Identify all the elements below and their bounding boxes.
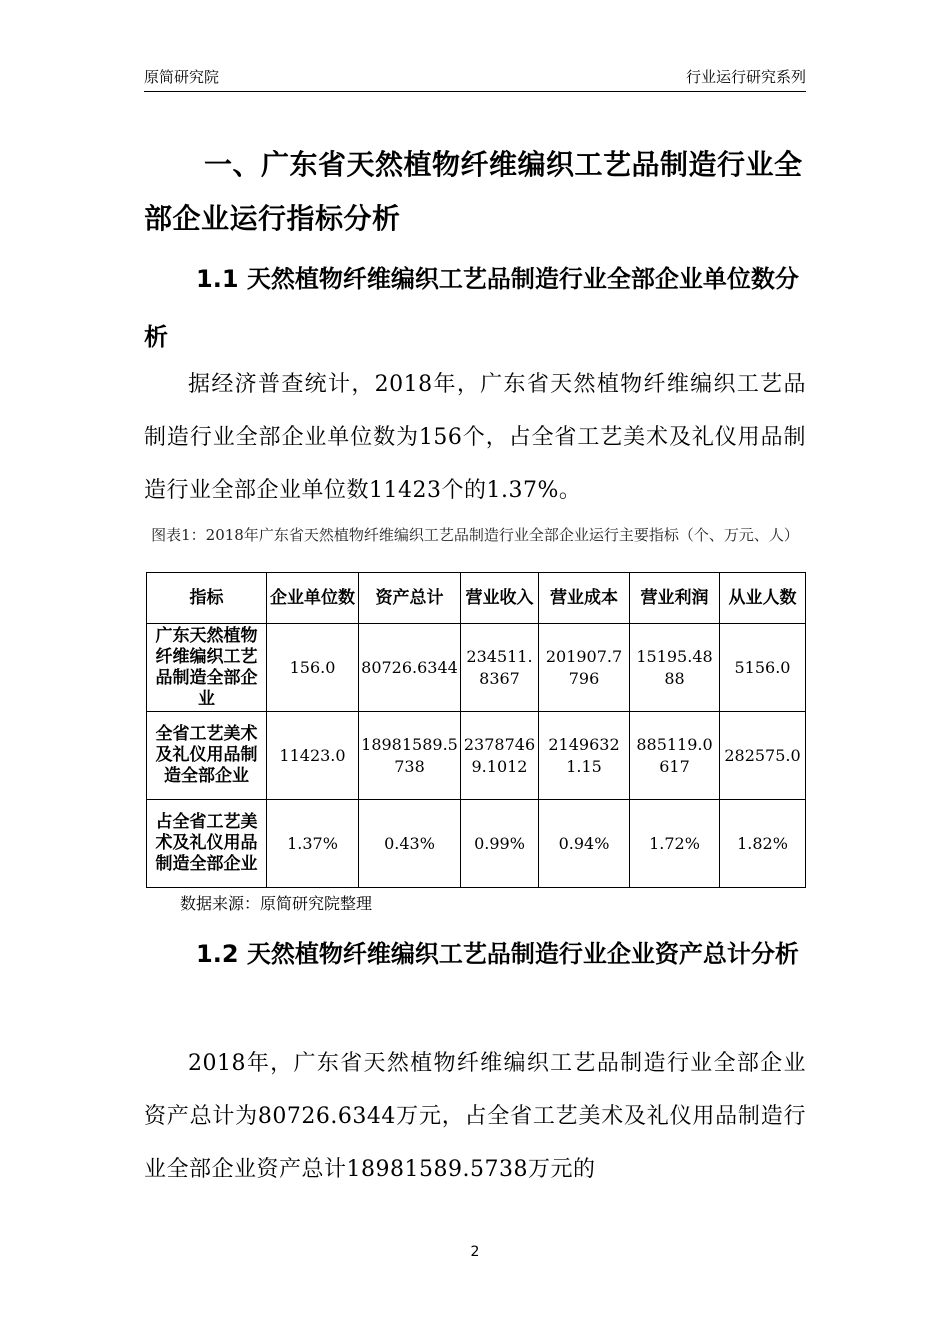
header-org-name: 原简研究院 [144, 68, 220, 86]
table-cell: 23787469.1012 [461, 712, 539, 800]
table-cell: 21496321.15 [539, 712, 630, 800]
table-cell: 0.94% [539, 800, 630, 888]
table-caption: 图表1：2018年广东省天然植物纤维编织工艺品制造行业全部企业运行主要指标（个、万元、人） [151, 526, 799, 544]
table-source-note: 数据来源：原简研究院整理 [180, 894, 373, 913]
section-title: 一、广东省天然植物纤维编织工艺品制造行业全部企业运行指标分析 [144, 148, 803, 235]
table-header-cell: 从业人数 [720, 573, 806, 624]
table-cell: 885119.0617 [630, 712, 720, 800]
table-header-cell: 营业收入 [461, 573, 539, 624]
table-cell: 234511.8367 [461, 624, 539, 712]
table-header-cell: 企业单位数 [267, 573, 359, 624]
table-row-label: 广东天然植物纤维编织工艺品制造全部企业 [147, 624, 267, 712]
subsection-2-paragraph: 2018年，广东省天然植物纤维编织工艺品制造行业全部企业资产总计为80726.6344万元，占全省工艺美术及礼仪用品制造行业全部企业资产总计18981589.5738万元的 [144, 1051, 806, 1182]
table-header-row [147, 573, 806, 624]
subsection-1-paragraph: 据经济普查统计，2018年，广东省天然植物纤维编织工艺品制造行业全部企业单位数为156个，占全省工艺美术及礼仪用品制造行业全部企业单位数11423个的1.37%。 [144, 372, 806, 503]
subsection-2-title: 1.2 天然植物纤维编织工艺品制造行业企业资产总计分析 [196, 940, 799, 968]
indicator-table [146, 572, 806, 888]
table-cell: 80726.6344 [359, 624, 461, 712]
table-cell: 1.37% [267, 800, 359, 888]
subsection-1-title: 1.1 天然植物纤维编织工艺品制造行业全部企业单位数分析 [144, 265, 799, 351]
table-cell: 11423.0 [267, 712, 359, 800]
table-row [147, 712, 806, 800]
table-header-cell: 营业成本 [539, 573, 630, 624]
header-divider [144, 91, 806, 92]
table-header-cell: 营业利润 [630, 573, 720, 624]
table-cell: 18981589.5738 [359, 712, 461, 800]
table-cell: 5156.0 [720, 624, 806, 712]
table-row [147, 800, 806, 888]
table-cell: 1.82% [720, 800, 806, 888]
table-header-cell: 资产总计 [359, 573, 461, 624]
table-row-label: 全省工艺美术及礼仪用品制造全部企业 [147, 712, 267, 800]
page-number: 2 [470, 1244, 480, 1260]
table-row-label: 占全省工艺美术及礼仪用品制造全部企业 [147, 800, 267, 888]
table-cell: 282575.0 [720, 712, 806, 800]
table-cell: 0.43% [359, 800, 461, 888]
table-cell: 15195.4888 [630, 624, 720, 712]
table-cell: 201907.7796 [539, 624, 630, 712]
header-series-name: 行业运行研究系列 [685, 68, 806, 86]
table-cell: 1.72% [630, 800, 720, 888]
table-cell: 0.99% [461, 800, 539, 888]
table-cell: 156.0 [267, 624, 359, 712]
table-header-cell: 指标 [147, 573, 267, 624]
table-row [147, 624, 806, 712]
